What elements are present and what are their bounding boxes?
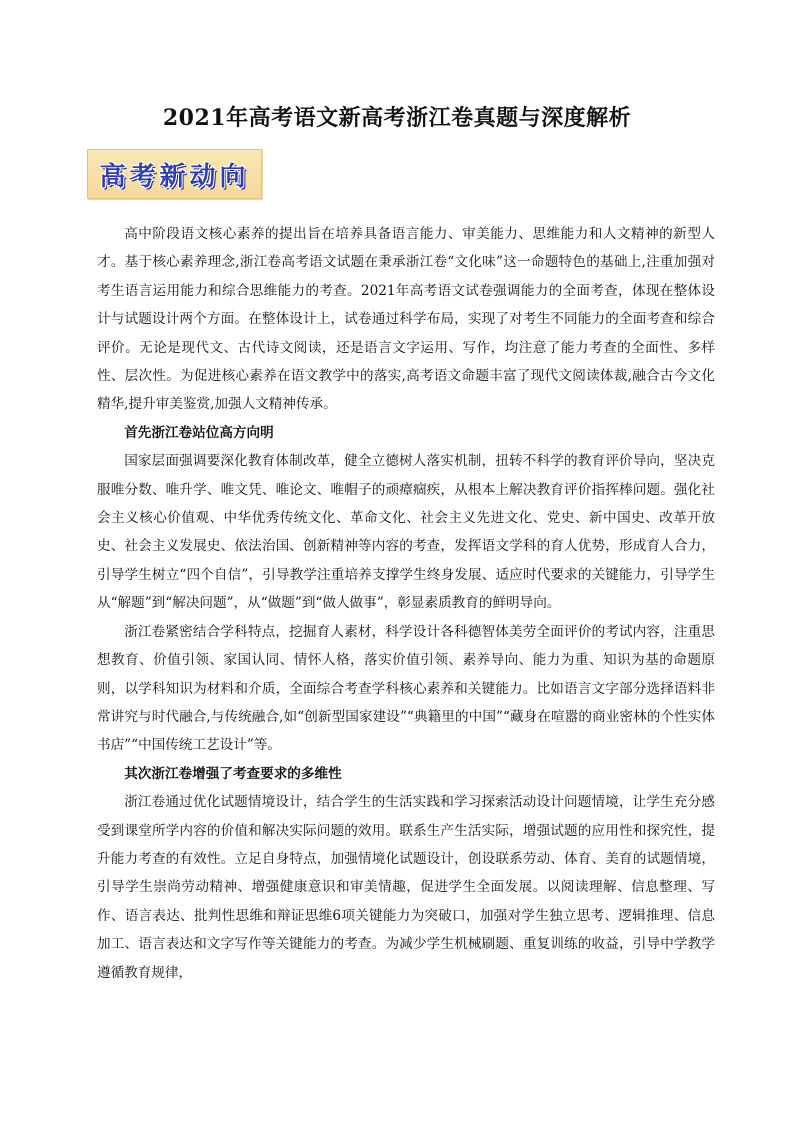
document-title: 2021年高考语文新高考浙江卷真题与深度解析 bbox=[162, 105, 632, 131]
section-banner bbox=[87, 149, 262, 199]
section-heading-1: 首先浙江卷站位高方向明 bbox=[124, 424, 274, 441]
paragraph-multidimensional: 浙江卷通过优化试题情境设计，结合学生的生活实践和学习探索活动设计问题情境，让学生充分感受到课堂所学内容的价值和解决实际问题的效用。联系生产生活实际，增强试题的应用性和探究性，提升能力考查的有效性。立足自身特点，加强情境化试题设计，创设联系劳动、体育、美育的试题情境，引导学生崇尚劳动精神、增强健康意识和审美情趣，促进学生全面发展。以阅读理解、信息整理、写作、语言表达、批判性思维和辩证思维6项关键能力为突破口，加强对学生独立思考、逻辑推理、信息加工、语言表达和文字写作等关键能力的考查。为减少学生机械刷题、重复训练的收益，引导中学教学遵循教育规律， bbox=[97, 794, 715, 981]
paragraph-intro: 高中阶段语文核心素养的提出旨在培养具备语言能力、审美能力、思维能力和人文精神的新型人才。基于核心素养理念,浙江卷高考语文试题在秉承浙江卷“文化味”这一命题特色的基础上,注重加强对考生语言运用能力和综合思维能力的考查。2021年高考语文试卷强调能力的全面考查，体现在整体设计与试题设计两个方面。在整体设计上，试卷通过科学布局，实现了对考生不同能力的全面考查和综合评价。无论是现代文、古代诗文阅读，还是语言文字运用、写作，均注意了能力考查的全面性、多样性、层次性。为促进核心素养在语文教学中的落实,高考语文命题丰富了现代文阅读体裁,融合古今文化精华,提升审美鉴赏,加强人文精神传承。 bbox=[97, 226, 715, 413]
section-banner-label: 高考新动向 bbox=[99, 161, 250, 192]
paragraph-national-policy: 国家层面强调要深化教育体制改革，健全立德树人落实机制，扭转不科学的教育评价导向，坚决克服唯分数、唯升学、唯文凭、唯论文、唯帽子的顽瘴痼疾，从根本上解决教育评价指挥棒问题。强化社会主义核心价值观、中华优秀传统文化、革命文化、社会主义先进文化、党史、新中国史、改革开放史、社会主义发展史、依法治国、创新精神等内容的考查，发挥语文学科的育人优势，形成育人合力，引导学生树立“四个自信”，引导教学注重培养支撑学生终身发展、适应时代要求的关键能力，引导学生从“解题”到“解决问题”，从“做题”到“做人做事”，彰显素质教育的鲜明导向。 bbox=[97, 453, 715, 612]
paragraph-zhejiang-features: 浙江卷紧密结合学科特点，挖掘育人素材，科学设计各科德智体美劳全面评价的考试内容，注重思想教育、价值引领、家国认同、情怀人格，落实价值引领、素养导向、能力为重、知识为基的命题原则，以学科知识为材料和介质，全面综合考查学科核心素养和关键能力。比如语言文字部分选择语料非常讲究与时代融合,与传统融合,如“创新型国家建设”“典籍里的中国”“藏身在喧嚣的商业密林的个性实体书店”“中国传统工艺设计”等。 bbox=[97, 623, 715, 754]
section-heading-2: 其次浙江卷增强了考查要求的多维性 bbox=[124, 765, 342, 782]
document-body bbox=[97, 220, 715, 987]
